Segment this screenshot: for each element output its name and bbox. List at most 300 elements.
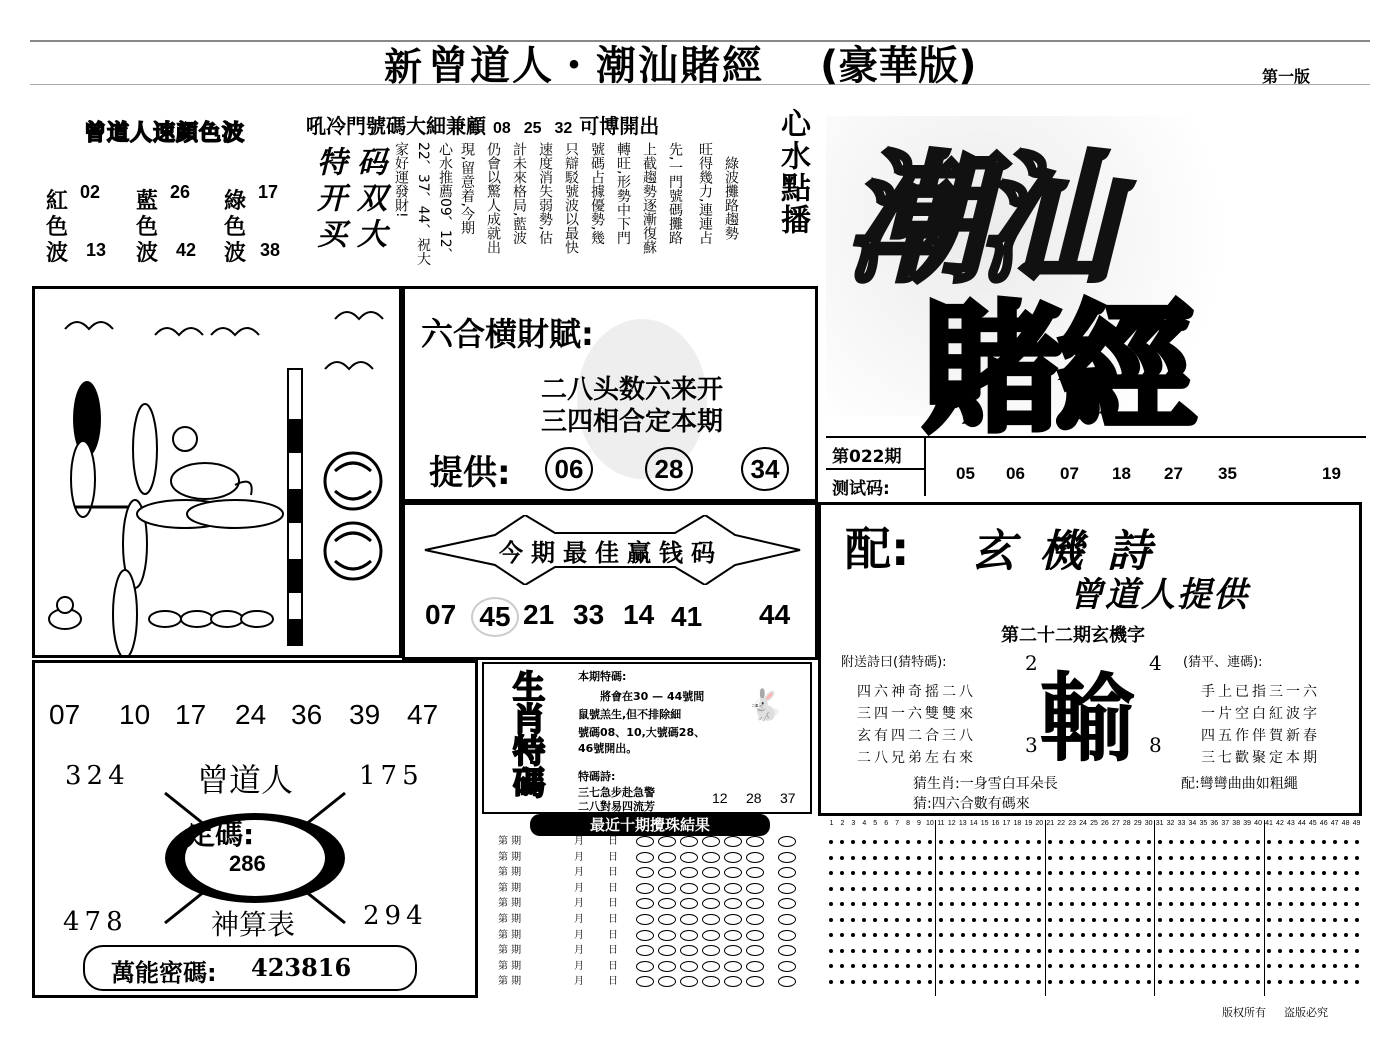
grid-dot [1169,840,1173,844]
grid-dot [895,980,899,984]
grid-dot [840,902,844,906]
wave-blue-char3: 波 [136,241,159,266]
grid-dot [1037,871,1041,875]
grid-dot [1234,856,1238,860]
grid-dot [1158,980,1162,984]
grid-dot [1147,856,1151,860]
wave-green-char2: 色 [224,215,247,240]
grid-dot [895,856,899,860]
ball-slot [702,836,720,847]
best-win-num-2: 45 [471,597,519,637]
grid-dot [1169,856,1173,860]
grid-dot [1322,856,1326,860]
grid-dot [961,902,965,906]
grid-dot [1037,949,1041,953]
results-row-month: 月 [574,945,584,957]
grid-dot [1201,856,1205,860]
grid-header-number: 49 [1352,820,1361,827]
grid-header-number: 31 [1155,820,1164,827]
grid-dot [1267,902,1271,906]
results-row-day: 日 [608,960,618,972]
wave-red-char2: 色 [46,215,69,240]
grid-dot [972,918,976,922]
test-code-num-2: 06 [1006,464,1025,483]
ball-slot [746,945,764,956]
ball-slot [680,914,698,925]
grid-dot [983,887,987,891]
grid-dot [950,871,954,875]
ball-slot [724,898,742,909]
grid-dot [851,964,855,968]
grid-dot [1136,871,1140,875]
grid-dot [1092,887,1096,891]
grid-dot [1212,933,1216,937]
grid-dot [1267,871,1271,875]
grid-dot [1311,856,1315,860]
grid-header-number: 19 [1024,820,1033,827]
grid-dot [1234,887,1238,891]
grid-dot [1344,933,1348,937]
wave-red-char1: 紅 [46,189,69,214]
ball-slot [636,836,654,847]
results-row [494,865,814,880]
grid-dot [1322,871,1326,875]
grid-dot [1344,840,1348,844]
grid-dot [1081,887,1085,891]
grid-dot [1147,840,1151,844]
grid-dot [1256,980,1260,984]
grid-dot [1234,918,1238,922]
ball-slot [702,883,720,894]
grid-dot [950,918,954,922]
grid-dot [1267,840,1271,844]
turtle-icon [171,427,252,499]
grid-dot [1092,840,1096,844]
poem-corner-3: 3 [1025,733,1038,757]
grid-dot [1037,902,1041,906]
grid-dot [862,980,866,984]
grid-dot [1070,918,1074,922]
grid-dot [884,840,888,844]
grid-dot [1059,980,1063,984]
poem-corner-2: 4 [1149,651,1162,675]
ball-slot [702,930,720,941]
grid-dot [895,949,899,953]
grid-dot [1015,980,1019,984]
grid-dot [1114,918,1118,922]
grid-dot [829,856,833,860]
grid-dot [972,871,976,875]
grid-dot [1059,856,1063,860]
grid-dot [1322,887,1326,891]
color-wave-table [46,178,296,264]
grid-header-number: 35 [1199,820,1208,827]
results-banner: 最近十期攪珠結果 [530,814,770,836]
test-code-label: 测试码: [832,479,890,499]
grid-dot [1289,933,1293,937]
grid-dot [1070,856,1074,860]
poem-guess-zodiac: 猜生肖:一身雪白耳朵長 [913,776,1058,792]
grid-dot [1300,902,1304,906]
grid-dot [1037,980,1041,984]
results-row [494,896,814,911]
results-row-month: 月 [574,867,584,879]
grid-dot [1311,949,1315,953]
grid-dot [917,840,921,844]
grid-dot [884,964,888,968]
grid-dot [1333,918,1337,922]
grid-header-number: 1 [829,820,834,827]
number-grid [826,820,1362,996]
grid-dot [1026,887,1030,891]
grid-dot [950,840,954,844]
grid-dot [829,964,833,968]
grid-dot [1103,856,1107,860]
page-edition: (豪華版) [820,43,977,89]
grid-dot [1180,918,1184,922]
grid-header-number: 13 [958,820,967,827]
results-row [494,850,814,865]
zodiac-label: 本期特碼: [578,670,627,683]
grid-dot [1267,980,1271,984]
grid-dot [906,949,910,953]
grid-dot [1070,887,1074,891]
grid-dot [1212,887,1216,891]
grid-dot [1158,871,1162,875]
ball-slot [636,914,654,925]
grid-divider [1264,820,1265,996]
wave-blue-num1: 26 [170,182,191,202]
page-title: 曾道人・潮汕賭經 [428,43,764,89]
grid-header-number: 10 [926,820,934,827]
poem-big-char: 輸 [1039,662,1135,775]
grid-dot [1256,856,1260,860]
grid-dot [906,980,910,984]
grid-dot [1048,980,1052,984]
grid-dot [972,933,976,937]
results-row-qi: 第 期 [498,867,522,879]
grid-dot [1136,980,1140,984]
grid-dot [1311,871,1315,875]
grid-header-number: 2 [840,820,845,827]
poem-right-line: 手上已指三一六 [1201,684,1320,700]
grid-dot [906,964,910,968]
ball-slot [702,914,720,925]
masthead-line2: 賭經 [922,288,1191,452]
grid-dot [928,856,932,860]
grid-dot [1158,933,1162,937]
grid-dot [829,918,833,922]
grid-dot [1015,902,1019,906]
grid-dot [840,840,844,844]
grid-dot [1201,871,1205,875]
grid-dot [884,918,888,922]
zodiac-body: 46號開出。 [578,742,638,755]
grid-dot [1059,902,1063,906]
grid-dot [1004,840,1008,844]
grid-dot [1212,840,1216,844]
results-row-qi: 第 期 [498,976,522,988]
grid-dot [1355,949,1359,953]
grid-dot [1037,933,1041,937]
grid-header-number: 48 [1341,820,1350,827]
grid-dot [1147,918,1151,922]
grid-dot [1344,871,1348,875]
ball-slot [636,930,654,941]
grid-dot [939,840,943,844]
grid-dot [1158,918,1162,922]
ball-slot [702,961,720,972]
grid-dot [1136,856,1140,860]
grid-dot [961,840,965,844]
results-row [494,834,814,849]
cold-body-col: 綠波攤路趨勢 [723,156,739,240]
grid-dot [939,856,943,860]
grid-dot [1169,887,1173,891]
rabbit-icon: 🐇 [746,688,784,723]
ball-slot [724,836,742,847]
grid-dot [1037,856,1041,860]
grid-dot [1081,902,1085,906]
grid-dot [1114,902,1118,906]
grid-dot [1103,918,1107,922]
grid-dot [983,949,987,953]
results-row-qi: 第 期 [498,914,522,925]
best-win-box [402,502,818,660]
grid-dot [1278,856,1282,860]
results-row-month: 月 [574,929,584,941]
wave-red-char3: 波 [46,241,69,266]
grid-dot [1114,840,1118,844]
grid-dot [851,840,855,844]
grid-dot [862,840,866,844]
grid-dot [1048,933,1052,937]
grid-dot [1125,964,1129,968]
grid-dot [884,871,888,875]
grid-header-number: 17 [1002,820,1011,827]
grid-dot [1355,933,1359,937]
ball-slot [636,961,654,972]
grid-dot [1059,933,1063,937]
grid-header-number: 11 [937,820,945,827]
calc-right-bottom: 294 [363,901,428,931]
ball-slot [702,867,720,878]
grid-header-number: 15 [980,820,989,827]
grid-header-number: 22 [1057,820,1066,827]
grid-header-number: 3 [851,820,856,827]
grid-dot [1344,902,1348,906]
grid-dot [851,887,855,891]
grid-dot [1300,887,1304,891]
calc-num: 24 [235,699,267,730]
grid-dot [1278,949,1282,953]
grid-dot [1114,980,1118,984]
grid-dot [1103,964,1107,968]
grid-dot [1125,933,1129,937]
grid-dot [939,933,943,937]
grid-dot [851,933,855,937]
grid-dot [873,918,877,922]
cold-body-col: 仍會以驚人成就出 [485,142,501,254]
masthead-line1: 潮汕 [846,138,1107,302]
grid-dot [1103,902,1107,906]
grid-dot [1004,980,1008,984]
ball-slot [746,836,764,847]
calc-ding-value: 286 [229,851,266,876]
grid-dot [1114,887,1118,891]
grid-header-number: 5 [873,820,878,827]
grid-dot [884,856,888,860]
best-win-num-1: 07 [425,599,457,630]
grid-dot [873,933,877,937]
grid-dot [1212,918,1216,922]
grid-dot [906,887,910,891]
poem-guess: 猜:四六合數有碼來 [913,796,1030,812]
grid-dot [1333,964,1337,968]
grid-dot [895,918,899,922]
grid-dot [1256,933,1260,937]
results-row-day: 日 [608,976,618,988]
grid-dot [906,840,910,844]
grid-dot [829,871,833,875]
grid-dot [1289,871,1293,875]
grid-dot [1169,980,1173,984]
results-row [494,928,814,943]
grid-header-number: 16 [991,820,1000,827]
grid-header-number: 29 [1133,820,1142,827]
coin-icon [325,453,381,579]
results-row-day: 日 [608,851,618,863]
grid-dot [1245,964,1249,968]
results-row-day: 日 [608,836,618,847]
grid-dot [1223,871,1227,875]
grid-dot [1190,964,1194,968]
grid-dot [906,871,910,875]
grid-dot [928,933,932,937]
grid-dot [994,980,998,984]
grid-dot [1311,933,1315,937]
cold-num-3: 32 [554,120,573,137]
results-row-qi: 第 期 [498,960,522,972]
grid-dot [1300,918,1304,922]
grid-dot [1048,871,1052,875]
grid-dot [1015,840,1019,844]
grid-dot [961,933,965,937]
grid-dot [1114,856,1118,860]
grid-dot [873,949,877,953]
cold-body-col: 家好運發財! [393,142,409,218]
grid-dot [851,980,855,984]
grid-dot [895,964,899,968]
test-code-special: 19 [1322,464,1341,483]
grid-dot [983,871,987,875]
ball-slot [746,976,764,987]
grid-dot [1322,964,1326,968]
test-code-num-4: 18 [1112,464,1131,483]
grid-dot [1355,902,1359,906]
grid-header-number: 33 [1177,820,1186,827]
grid-dot [917,902,921,906]
grid-dot [1245,840,1249,844]
grid-dot [906,902,910,906]
grid-dot [1223,933,1227,937]
grid-dot [1278,840,1282,844]
grid-dot [1278,933,1282,937]
grid-dot [994,902,998,906]
grid-dot [1311,980,1315,984]
grid-dot [939,902,943,906]
grid-dot [1234,933,1238,937]
grid-dot [1092,933,1096,937]
grid-dot [1015,856,1019,860]
ball-slot [636,976,654,987]
ball-slot [778,961,796,972]
ball-slot [658,961,676,972]
grid-dot [917,980,921,984]
grid-dot [1147,964,1151,968]
grid-dot [862,964,866,968]
grid-dot [1059,918,1063,922]
grid-dot [994,949,998,953]
grid-dot [1026,933,1030,937]
header-new-char: 新 [384,44,423,89]
liuhe-number-1: 06 [545,447,593,491]
poem-pei: 配: [845,522,910,576]
cold-headline-suffix: 可博開出 [579,114,660,138]
results-row-day: 日 [608,945,618,957]
grid-header-number: 32 [1166,820,1175,827]
ball-slot [636,898,654,909]
grid-dot [928,949,932,953]
liuhe-number-2: 28 [645,447,693,491]
zodiac-title: 生肖特碼 [508,670,546,798]
grid-dot [1015,949,1019,953]
wanneng-box [83,945,417,991]
grid-dot [950,980,954,984]
grid-dot [862,902,866,906]
results-table [494,834,814,994]
grid-dot [961,964,965,968]
grid-dot [994,918,998,922]
grid-dot [1026,949,1030,953]
grid-dot [1114,933,1118,937]
cold-body-col: 22、37、44、祝大 [415,142,431,266]
ball-slot [658,883,676,894]
grid-dot [1158,887,1162,891]
zodiac-num: 12 [712,790,728,806]
results-row-qi: 第 期 [498,851,522,863]
grid-dot [1092,980,1096,984]
grid-dot [873,871,877,875]
grid-header-number: 24 [1079,820,1087,827]
grid-dot [1158,856,1162,860]
results-row-day: 日 [608,914,618,925]
grid-dot [895,871,899,875]
grid-dot [1311,964,1315,968]
grid-dot [1201,918,1205,922]
grid-dot [939,871,943,875]
grid-dot [1015,933,1019,937]
grid-dot [840,949,844,953]
grid-dot [1256,949,1260,953]
grid-dot [1289,964,1293,968]
grid-dot [994,933,998,937]
grid-dot [1300,980,1304,984]
grid-dot [1333,980,1337,984]
grid-dot [829,887,833,891]
poem-right-line: 四五作伴賀新春 [1201,728,1320,744]
grid-dot [1333,887,1337,891]
